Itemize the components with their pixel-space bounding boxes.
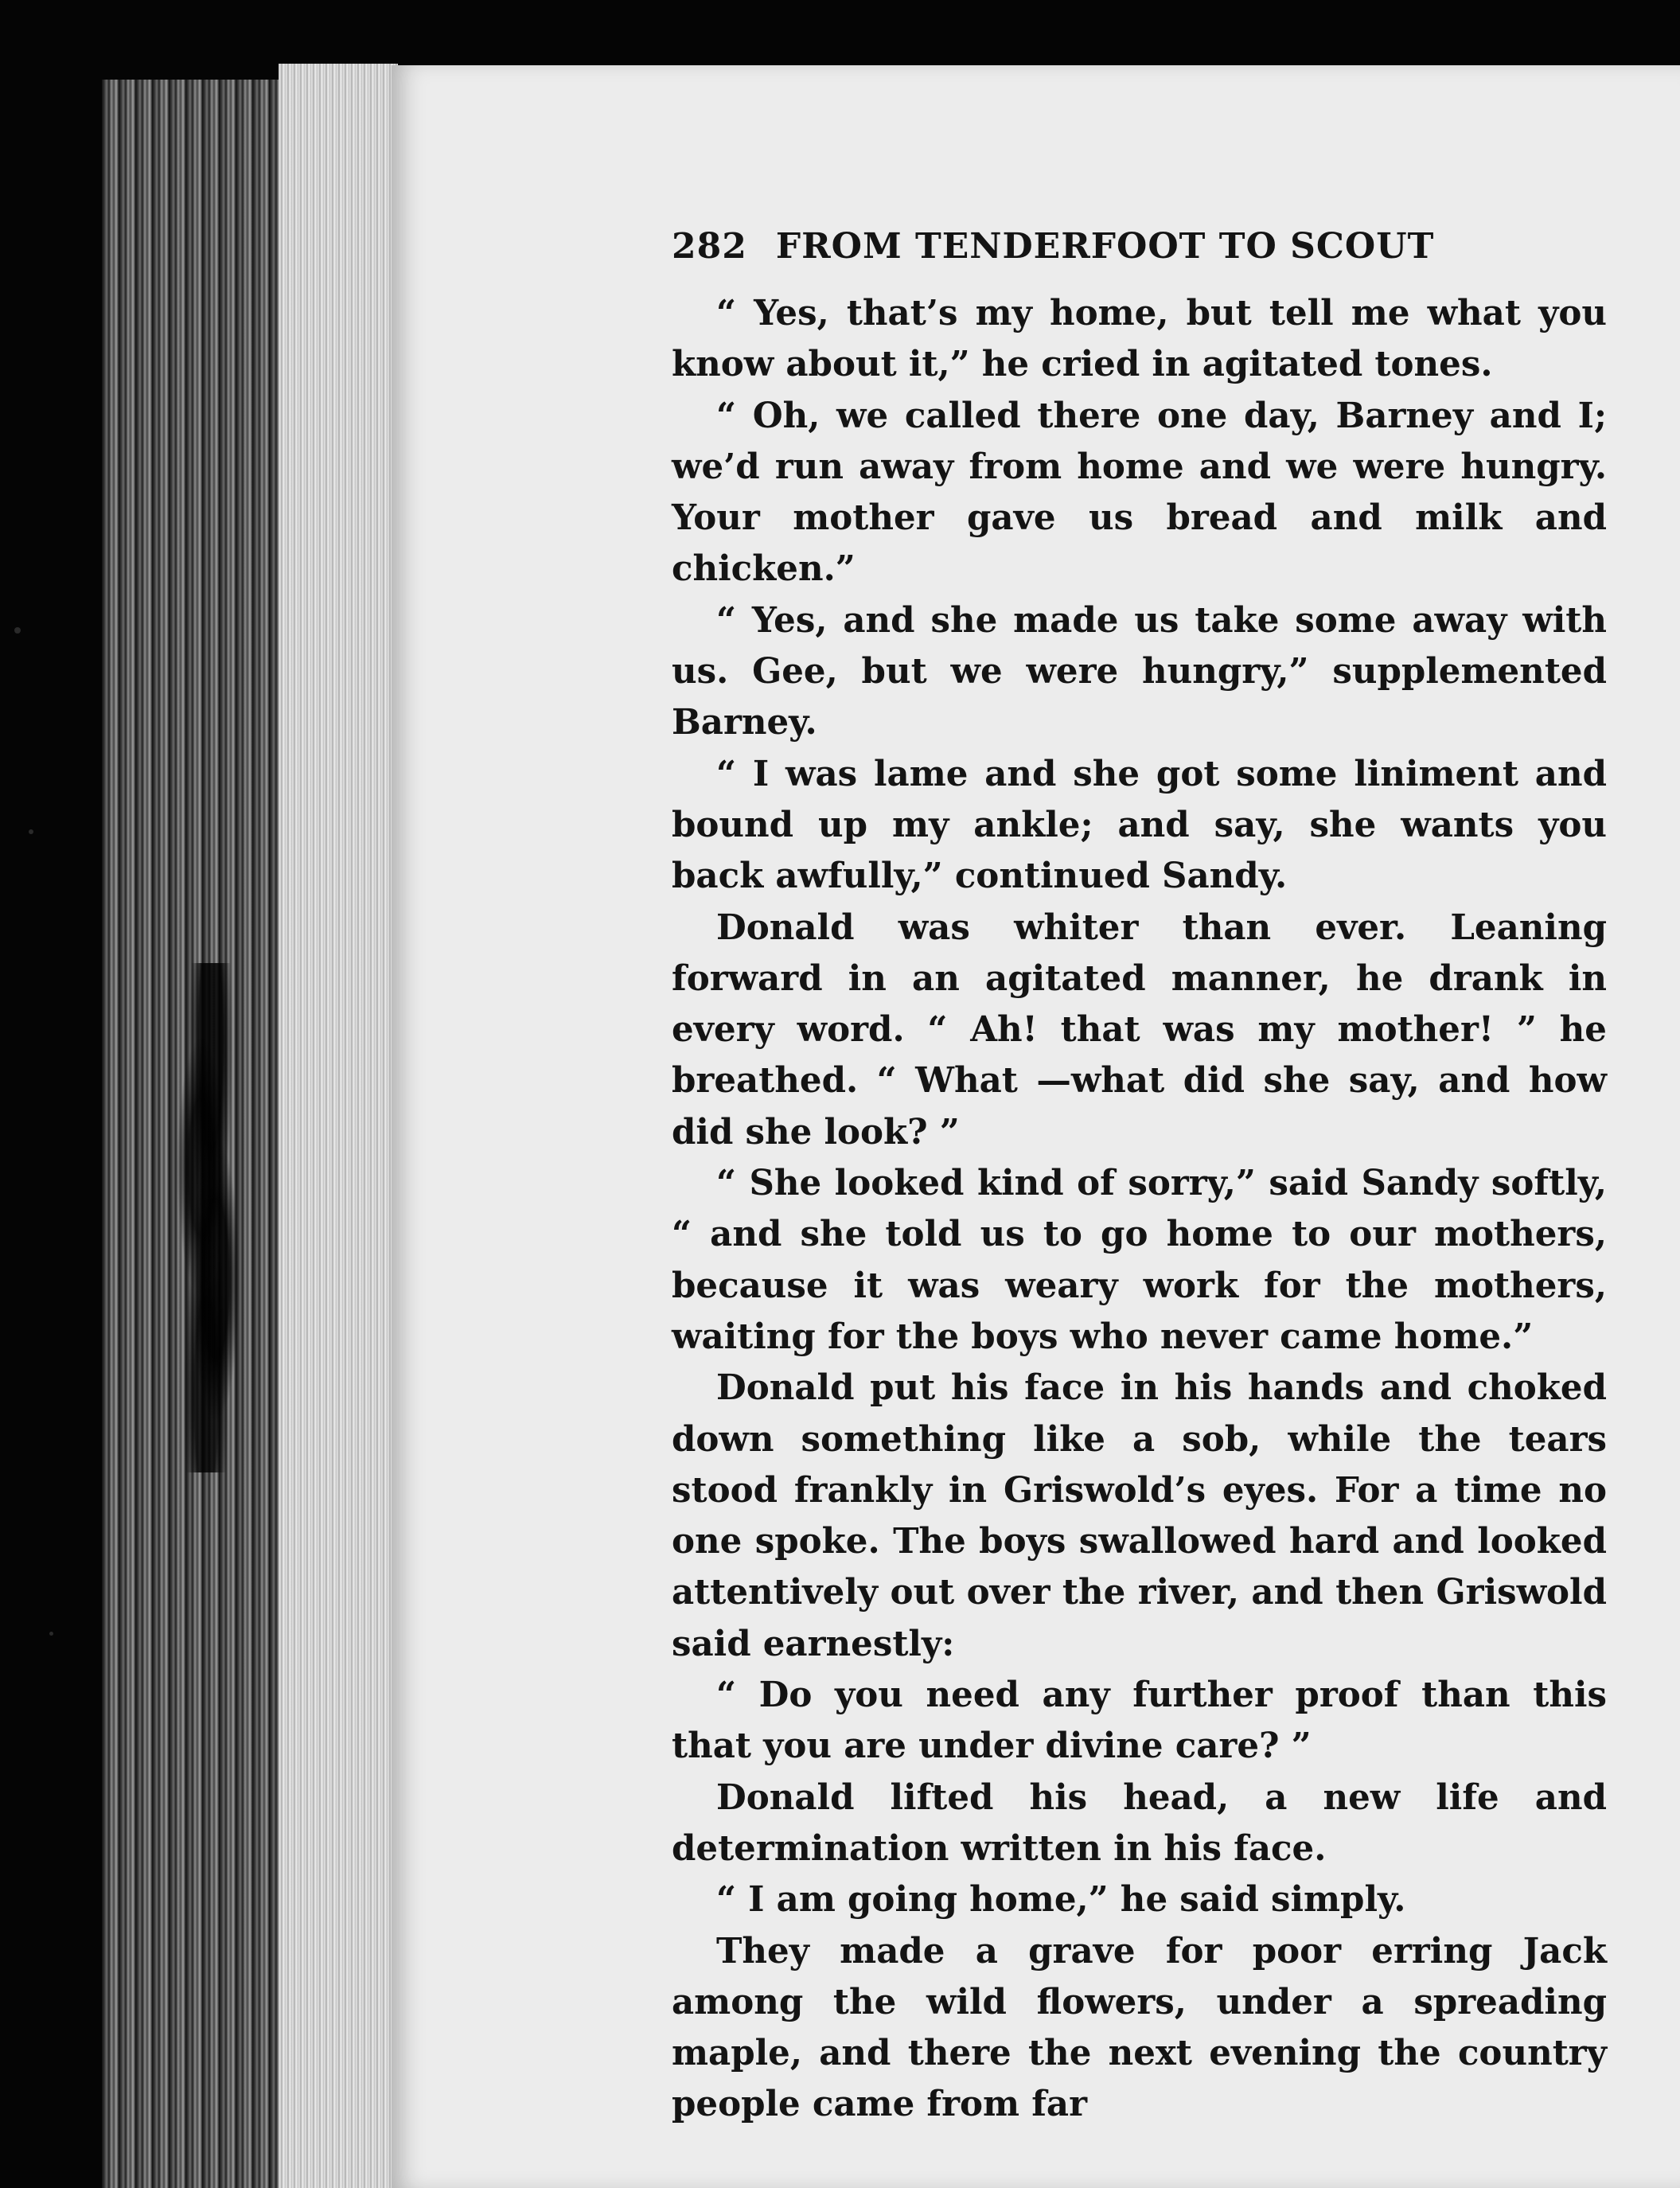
paragraph: Donald was whiter than ever. Leaning forward in an agitated manner, he drank in every word. “ Ah! that was my mother! ” he breathed. “ What —what did she say, and how did she look? ” — [672, 907, 1607, 1153]
spine-ink-marks — [163, 963, 259, 1472]
dust-speck — [49, 1632, 53, 1636]
paragraph: “ She looked kind of sorry,” said Sandy softly, “ and she told us to go home to our mothers, because it was weary work for the mothers, waiting for the boys who never came home.” — [672, 1163, 1607, 1357]
dust-speck — [29, 829, 33, 834]
running-head-title: FROM TENDERFOOT TO SCOUT — [775, 226, 1435, 267]
paragraph: “ I am going home,” he said simply. — [716, 1879, 1406, 1921]
paragraph: They made a grave for poor erring Jack among the wild flowers, under a spreading maple, and there the next evening the country people came from far — [672, 1930, 1607, 2125]
paragraph: Donald put his face in his hands and choked down something like a sob, while the tears stood frankly in Griswold’s eyes. For a time no one spoke. The boys swallowed hard and looked attentively out over the river, and then Griswold said earnestly: — [672, 1367, 1607, 1664]
page-number: 282 — [672, 226, 747, 267]
paragraph: “ Yes, that’s my home, but tell me what you know about it,” he cried in agitated tones. — [672, 293, 1607, 385]
running-head — [672, 221, 1607, 280]
paragraph: “ Yes, and she made us take some away with us. Gee, but we were hungry,” supplemented Barney. — [672, 599, 1607, 743]
paragraph: Donald lifted his head, a new life and determination written in his face. — [672, 1777, 1607, 1869]
paragraph: “ Oh, we called there one day, Barney and I; we’d run away from home and we were hungry. Your mother gave us bread and milk and chicken.” — [672, 395, 1607, 590]
paragraph: “ I was lame and she got some liniment and bound up my ankle; and say, she wants you back awfully,” continued Sandy. — [672, 753, 1607, 897]
page-text-block — [672, 221, 1607, 2131]
paragraph: “ Do you need any further proof than this that you are under divine care? ” — [672, 1675, 1607, 1767]
dust-speck — [14, 627, 21, 634]
book-page — [392, 65, 1680, 2188]
page-stack-edge — [279, 64, 398, 2188]
